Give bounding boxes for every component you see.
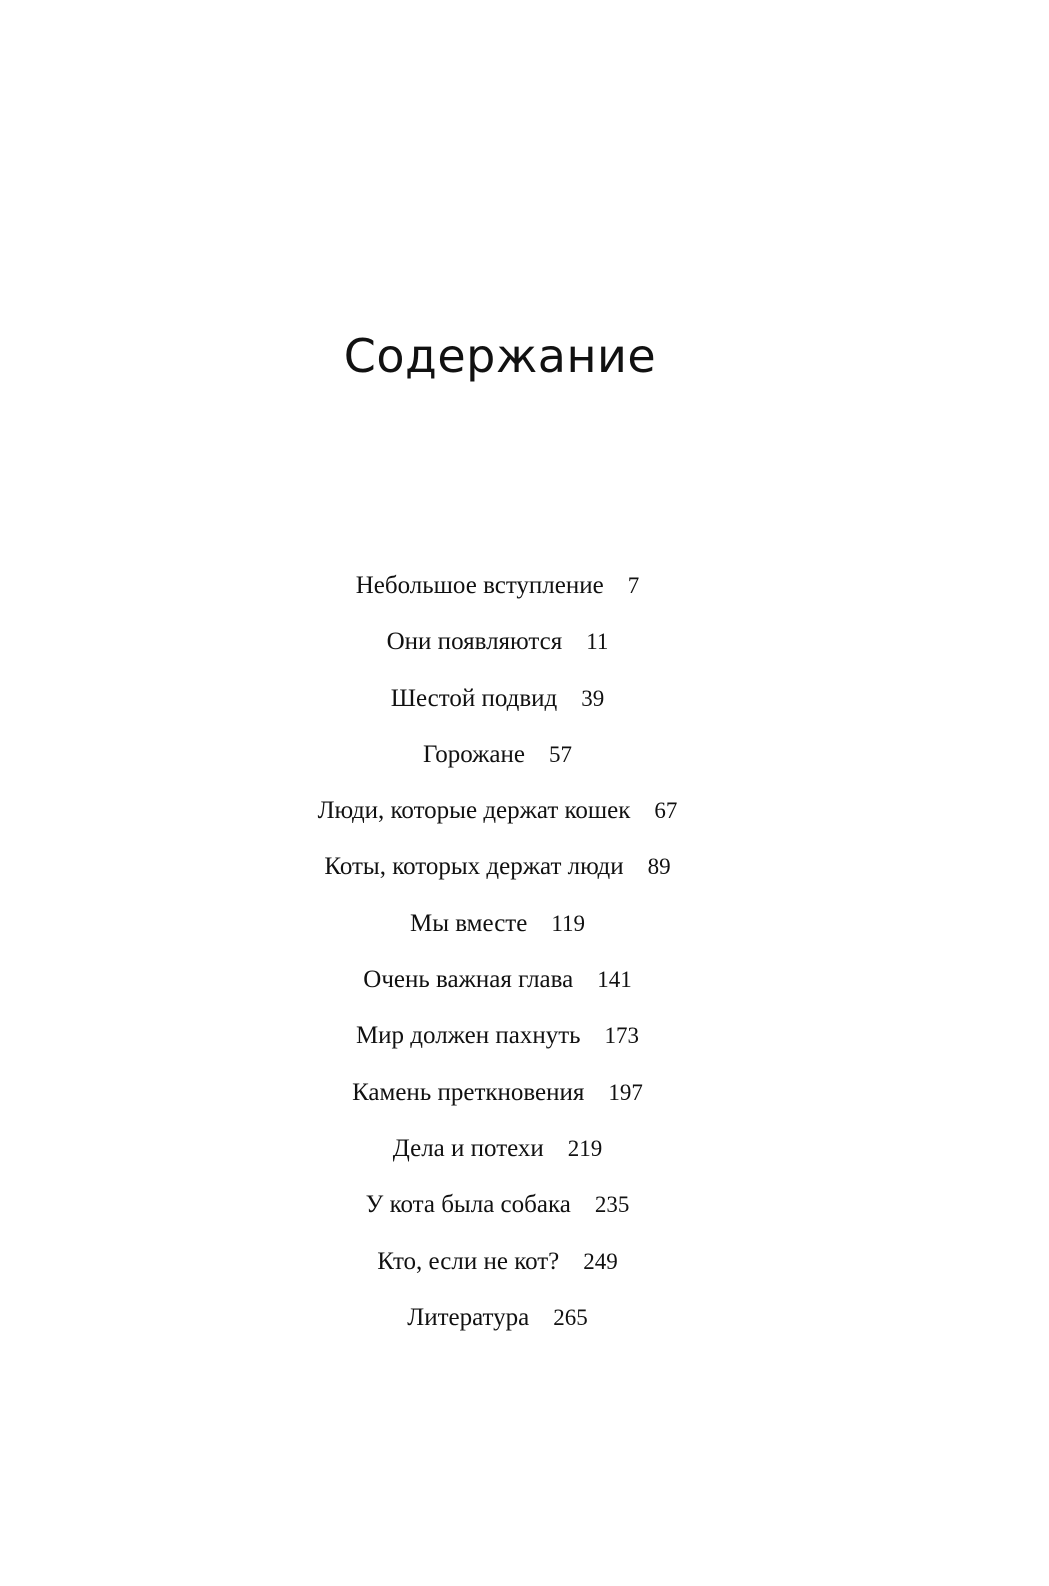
toc-entry-page-number: 7	[627, 573, 640, 598]
toc-entry-title: Дела и потехи	[392, 1134, 544, 1162]
toc-entry	[0, 1016, 995, 1072]
toc-entry-page-number: 57	[548, 741, 572, 767]
toc-entry-page-number: 249	[583, 1248, 618, 1274]
toc-entry	[0, 791, 995, 847]
toc-entry-page-number: 11	[586, 629, 609, 655]
toc-entry-title: Шестой подвид	[390, 684, 558, 712]
toc-entry-title: Они появляются	[386, 628, 563, 656]
toc-entry-title: Мир должен пахнуть	[355, 1022, 581, 1050]
toc-title: Содержание	[343, 329, 657, 383]
toc-entry	[0, 1129, 995, 1185]
toc-entry-title: У кота была собака	[365, 1191, 571, 1219]
toc-entry-page-number: 173	[604, 1023, 640, 1049]
toc-entry-title: Горожане	[423, 740, 525, 768]
toc-entry-title: Кто, если не кот?	[377, 1247, 560, 1275]
toc-entry-page-number: 197	[608, 1079, 643, 1105]
toc-entry	[0, 904, 995, 960]
toc-entry	[0, 960, 995, 1016]
toc-entry	[0, 622, 995, 678]
toc-entry	[0, 847, 995, 903]
toc-entry-page-number: 89	[647, 854, 671, 880]
toc-entry	[0, 1073, 995, 1129]
toc-entry-title: Коты, которых держат люди	[324, 853, 624, 881]
toc-entry-page-number: 119	[551, 910, 585, 936]
toc-entry	[0, 1298, 995, 1354]
toc-entry-title: Литература	[407, 1303, 530, 1331]
toc-entry-page-number: 235	[594, 1192, 630, 1218]
toc-entry-title: Мы вместе	[410, 909, 528, 937]
toc-entry	[0, 679, 995, 735]
toc-entry	[0, 1185, 995, 1241]
toc-entry	[0, 566, 995, 622]
toc-entry-title: Очень важная глава	[363, 966, 574, 994]
toc-entry-title: Камень преткновения	[352, 1078, 585, 1106]
toc-entry-page-number: 141	[597, 967, 632, 993]
toc-entry-page-number: 265	[553, 1304, 588, 1330]
toc-entry	[0, 735, 995, 791]
toc-entry-title: Люди, которые держат кошек	[317, 797, 631, 825]
toc-entry-page-number: 67	[654, 798, 678, 824]
toc-entry-page-number: 39	[581, 685, 605, 711]
toc-list	[0, 566, 995, 1354]
toc-entry-title: Небольшое вступление	[355, 572, 604, 599]
toc-entry-page-number: 219	[567, 1135, 603, 1161]
toc-entry	[0, 1242, 995, 1298]
